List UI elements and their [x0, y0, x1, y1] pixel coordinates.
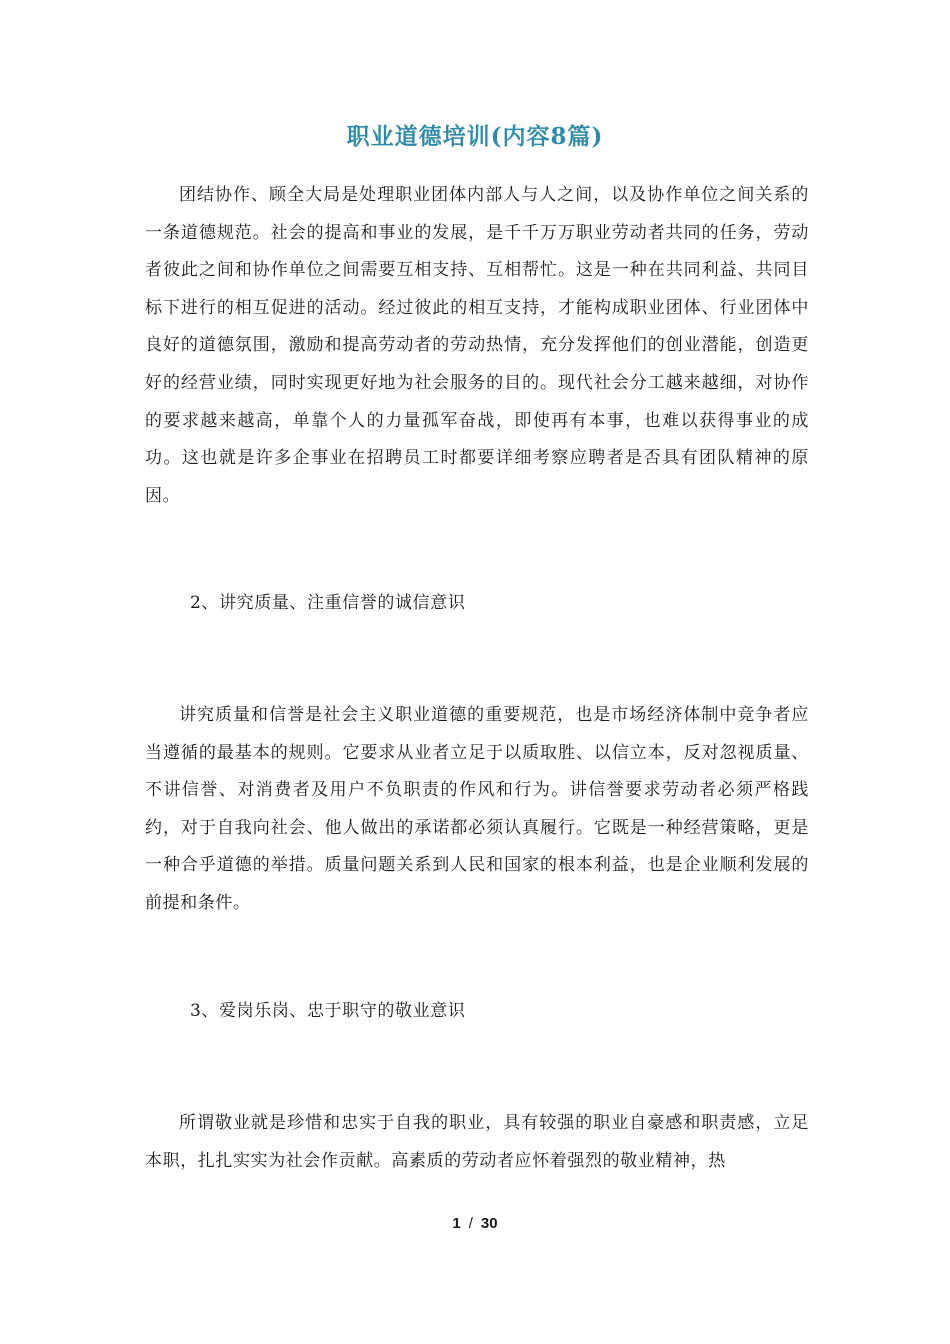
- total-page-count: 30: [480, 1215, 498, 1232]
- body-paragraph-3: 所谓敬业就是珍惜和忠实于自我的职业，具有较强的职业自豪感和职责感，立足本职，扎扎实实为社会作贡献。高素质的劳动者应怀着强烈的敬业精神，热: [145, 1113, 809, 1171]
- document-title: 职业道德培训(内容8篇): [346, 123, 604, 150]
- current-page-number: 1: [452, 1215, 461, 1232]
- body-paragraph-1: 团结协作、顾全大局是处理职业团体内部人与人之间，以及协作单位之间关系的一条道德规范。社会的提高和事业的发展，是千千万万职业劳动者共同的任务，劳动者彼此之间和协作单位之间需要互相支持、互相帮忙。这是一种在共同利益、共同目标下进行的相互促进的活动。经过彼此的相互支持，才能构成职业团体、行业团体中良好的道德氛围，激励和提高劳动者的劳动热情，充分发挥他们的创业潜能，创造更好的经营业绩，同时实现更好地为社会服务的目的。现代社会分工越来越细，对协作的要求越来越高，单靠个人的力量孤军奋战，即使再有本事，也难以获得事业的成功。这也就是许多企事业在招聘员工时都要详细考察应聘者是否具有团队精神的原因。: [145, 185, 809, 506]
- page-separator: /: [468, 1215, 473, 1232]
- section-heading-3: 3、爱岗乐岗、忠于职守的敬业意识: [190, 1001, 466, 1021]
- page-number-footer: [0, 1212, 950, 1236]
- body-paragraph-2: 讲究质量和信誉是社会主义职业道德的重要规范，也是市场经济体制中竞争者应当遵循的最基本的规则。它要求从业者立足于以质取胜、以信立本，反对忽视质量、不讲信誉、对消费者及用户不负职责的作风和行为。讲信誉要求劳动者必须严格践约，对于自我向社会、他人做出的承诺都必须认真履行。它既是一种经营策略，更是一种合乎道德的举措。质量问题关系到人民和国家的根本利益，也是企业顺利发展的前提和条件。: [145, 705, 809, 913]
- section-heading-2: 2、讲究质量、注重信誉的诚信意识: [190, 593, 466, 613]
